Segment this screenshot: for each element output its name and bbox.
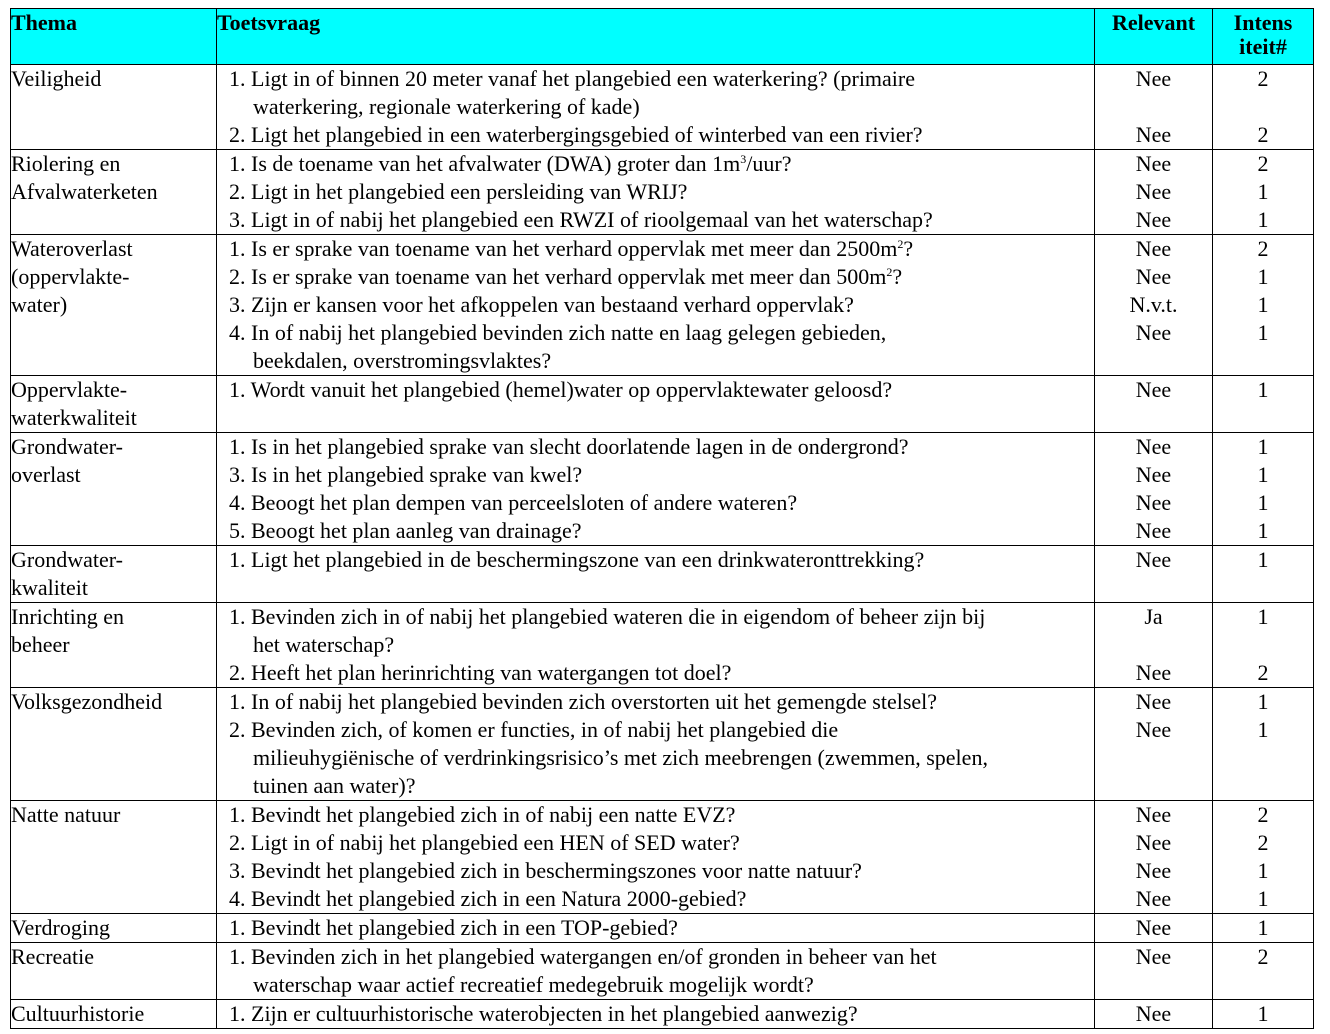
toetsvraag-cell [217, 801, 1095, 914]
relevant-value [1095, 631, 1212, 659]
thema-cell [11, 376, 217, 433]
table-row [11, 801, 1314, 914]
intensiteit-value: 2 [1257, 660, 1269, 685]
intensiteit-value: 1 [1257, 207, 1269, 232]
intensiteit-value: 1 [1257, 434, 1269, 459]
thema-text: Cultuurhistorie [11, 1001, 145, 1026]
thema-text: Recreatie [11, 944, 95, 969]
intensiteit-value: 1 [1257, 604, 1269, 629]
relevant-cell [1095, 376, 1213, 433]
intensiteit-value [1213, 404, 1313, 432]
relevant-value: Nee [1135, 462, 1172, 487]
thema-text: Verdroging [11, 915, 110, 940]
relevant-value: Nee [1135, 802, 1172, 827]
intensiteit-cell [1213, 150, 1314, 235]
relevant-value: Nee [1135, 518, 1172, 543]
header-relevant: Relevant [1095, 9, 1213, 65]
question-main: 1. Bevinden zich in of nabij het plangebied wateren die in eigendom of beheer zijn bij [229, 604, 986, 629]
relevant-value [1095, 404, 1212, 432]
question-continuation: milieuhygiënische of verdrinkingsrisico’s met zich meebrengen (zwemmen, spelen, [253, 745, 988, 770]
intensiteit-value [1213, 744, 1313, 772]
toetsvraag-cell [217, 943, 1095, 1000]
question-text [217, 65, 1094, 93]
question-continuation: beekdalen, overstromingsvlaktes? [253, 348, 552, 373]
header-row [11, 9, 1314, 65]
table-row [11, 603, 1314, 688]
question-text [217, 943, 1094, 971]
relevant-cell [1095, 801, 1213, 914]
toetsvraag-cell [217, 603, 1095, 688]
thema-text: (oppervlakte- [11, 264, 130, 289]
question-text [217, 121, 1094, 149]
table-row [11, 235, 1314, 376]
relevant-value: Nee [1135, 179, 1172, 204]
thema-text: waterkwaliteit [11, 405, 137, 430]
question-continuation [217, 574, 1094, 602]
relevant-value: N.v.t. [1129, 292, 1178, 317]
thema-text: Inrichting en [11, 604, 125, 629]
intensiteit-value: 1 [1257, 858, 1269, 883]
relevant-value: Nee [1135, 944, 1172, 969]
question-text [217, 829, 1094, 857]
relevant-cell [1095, 688, 1213, 801]
relevant-cell [1095, 546, 1213, 603]
relevant-value: Nee [1135, 434, 1172, 459]
thema-cell [11, 150, 217, 235]
question-suffix: ? [892, 264, 903, 289]
toets-table [10, 8, 1314, 1029]
intensiteit-value: 2 [1257, 802, 1269, 827]
question-text [217, 291, 1094, 319]
toetsvraag-cell [217, 914, 1095, 943]
table-row [11, 150, 1314, 235]
relevant-cell [1095, 914, 1213, 943]
intensiteit-value [1213, 772, 1313, 800]
question-main: 4. Bevindt het plangebied zich in een Natura 2000-gebied? [229, 886, 747, 911]
thema-text: Afvalwaterketen [11, 179, 158, 204]
intensiteit-value: 1 [1257, 689, 1269, 714]
thema-cell [11, 688, 217, 801]
question-main: 2. Is er sprake van toename van het verhard oppervlak met meer dan 500m [229, 264, 887, 289]
question-text [217, 376, 1094, 404]
thema-text: Grondwater- [11, 434, 123, 459]
relevant-value [1095, 574, 1212, 602]
question-main: 2. Ligt het plangebied in een waterbergingsgebied of winterbed van een rivier? [229, 122, 923, 147]
thema-text: water) [11, 292, 68, 317]
toetsvraag-cell [217, 150, 1095, 235]
question-text [217, 517, 1094, 545]
question-superscript: 3 [740, 152, 747, 166]
thema-cell [11, 914, 217, 943]
table-row [11, 688, 1314, 801]
relevant-value: Nee [1135, 236, 1172, 261]
thema-text: Wateroverlast [11, 236, 133, 261]
question-text [217, 885, 1094, 913]
question-main: 2. Ligt in het plangebied een persleiding van WRIJ? [229, 179, 688, 204]
header-intensiteit-line1: Intens [1233, 10, 1293, 35]
question-main: 3. Ligt in of nabij het plangebied een RWZI of rioolgemaal van het waterschap? [229, 207, 933, 232]
intensiteit-cell [1213, 235, 1314, 376]
question-superscript: 2 [897, 237, 904, 251]
relevant-value: Nee [1135, 66, 1172, 91]
thema-cell [11, 1000, 217, 1029]
intensiteit-value [1213, 347, 1313, 375]
relevant-value [1095, 772, 1212, 800]
relevant-value: Nee [1135, 689, 1172, 714]
thema-text: kwaliteit [11, 575, 88, 600]
intensiteit-cell [1213, 914, 1314, 943]
relevant-value: Nee [1135, 320, 1172, 345]
thema-cell [11, 433, 217, 546]
header-toetsvraag: Toetsvraag [217, 9, 1095, 65]
intensiteit-value: 1 [1257, 462, 1269, 487]
relevant-cell [1095, 65, 1213, 150]
intensiteit-value: 1 [1257, 518, 1269, 543]
intensiteit-cell [1213, 688, 1314, 801]
question-main: 2. Bevinden zich, of komen er functies, in of nabij het plangebied die [229, 717, 839, 742]
question-main: 1. In of nabij het plangebied bevinden zich overstorten uit het gemengde stelsel? [229, 689, 938, 714]
question-continuation: tuinen aan water)? [253, 773, 416, 798]
relevant-value [1095, 93, 1212, 121]
relevant-cell [1095, 603, 1213, 688]
relevant-value: Nee [1135, 547, 1172, 572]
relevant-cell [1095, 1000, 1213, 1029]
toetsvraag-cell [217, 376, 1095, 433]
question-main: 1. Ligt het plangebied in de beschermingszone van een drinkwateronttrekking? [229, 547, 925, 572]
relevant-cell [1095, 433, 1213, 546]
intensiteit-value [1213, 971, 1313, 999]
relevant-cell [1095, 235, 1213, 376]
table-row [11, 943, 1314, 1000]
question-main: 1. Bevinden zich in het plangebied watergangen en/of gronden in beheer van het [229, 944, 937, 969]
relevant-value: Nee [1135, 377, 1172, 402]
relevant-value: Nee [1135, 264, 1172, 289]
thema-cell [11, 943, 217, 1000]
question-main: 3. Is in het plangebied sprake van kwel? [229, 462, 583, 487]
question-text [217, 857, 1094, 885]
question-main: 1. Is in het plangebied sprake van slecht doorlatende lagen in de ondergrond? [229, 434, 909, 459]
thema-cell [11, 603, 217, 688]
intensiteit-value: 1 [1257, 717, 1269, 742]
question-text [217, 489, 1094, 517]
question-text [217, 206, 1094, 234]
toetsvraag-cell [217, 546, 1095, 603]
header-intensiteit [1213, 9, 1314, 65]
relevant-value: Nee [1135, 660, 1172, 685]
thema-cell [11, 235, 217, 376]
intensiteit-value: 1 [1257, 264, 1269, 289]
question-main: 1. Ligt in of binnen 20 meter vanaf het plangebied een waterkering? (primaire [229, 66, 916, 91]
intensiteit-cell [1213, 376, 1314, 433]
table-row [11, 1000, 1314, 1029]
question-text [217, 150, 1094, 178]
header-thema: Thema [11, 9, 217, 65]
question-text [217, 263, 1094, 291]
question-text [217, 603, 1094, 631]
header-intensiteit-line2: iteit# [1239, 34, 1287, 59]
question-continuation: waterkering, regionale waterkering of kade) [253, 94, 640, 119]
relevant-value: Nee [1135, 1001, 1172, 1026]
question-text [217, 461, 1094, 489]
question-main: 1. Is er sprake van toename van het verhard oppervlak met meer dan 2500m [229, 236, 898, 261]
table-body [11, 65, 1314, 1029]
intensiteit-value: 1 [1257, 547, 1269, 572]
relevant-value: Nee [1135, 122, 1172, 147]
intensiteit-value: 1 [1257, 915, 1269, 940]
thema-text: Veiligheid [11, 66, 102, 91]
question-main: 1. Bevindt het plangebied zich in of nabij een natte EVZ? [229, 802, 736, 827]
thema-cell [11, 546, 217, 603]
question-text [217, 659, 1094, 687]
relevant-cell [1095, 943, 1213, 1000]
table-row [11, 546, 1314, 603]
relevant-value: Nee [1135, 207, 1172, 232]
intensiteit-cell [1213, 546, 1314, 603]
intensiteit-value: 2 [1257, 830, 1269, 855]
intensiteit-value: 2 [1257, 944, 1269, 969]
intensiteit-value: 1 [1257, 377, 1269, 402]
thema-text: Natte natuur [11, 802, 121, 827]
question-text [217, 235, 1094, 263]
intensiteit-value: 1 [1257, 1001, 1269, 1026]
question-superscript: 2 [886, 265, 893, 279]
intensiteit-cell [1213, 801, 1314, 914]
relevant-value: Nee [1135, 151, 1172, 176]
question-suffix: ? [903, 236, 914, 261]
question-main: 4. Beoogt het plan dempen van perceelsloten of andere wateren? [229, 490, 798, 515]
intensiteit-cell [1213, 1000, 1314, 1029]
question-main: 1. Zijn er cultuurhistorische waterobjecten in het plangebied aanwezig? [229, 1001, 858, 1026]
toetsvraag-cell [217, 1000, 1095, 1029]
relevant-value: Nee [1135, 490, 1172, 515]
question-continuation: waterschap waar actief recreatief medegebruik mogelijk wordt? [253, 972, 814, 997]
question-continuation: het waterschap? [253, 632, 395, 657]
question-text [217, 178, 1094, 206]
question-text [217, 914, 1094, 942]
thema-cell [11, 801, 217, 914]
intensiteit-value: 1 [1257, 490, 1269, 515]
toetsvraag-cell [217, 688, 1095, 801]
intensiteit-value: 2 [1257, 66, 1269, 91]
intensiteit-cell [1213, 943, 1314, 1000]
question-text [217, 801, 1094, 829]
intensiteit-value [1213, 574, 1313, 602]
question-main: 4. In of nabij het plangebied bevinden zich natte en laag gelegen gebieden, [229, 320, 887, 345]
intensiteit-cell [1213, 65, 1314, 150]
question-main: 5. Beoogt het plan aanleg van drainage? [229, 518, 582, 543]
intensiteit-value [1213, 93, 1313, 121]
relevant-value: Nee [1135, 886, 1172, 911]
question-main: 2. Heeft het plan herinrichting van watergangen tot doel? [229, 660, 732, 685]
question-main: 3. Zijn er kansen voor het afkoppelen van bestaand verhard oppervlak? [229, 292, 854, 317]
question-continuation [217, 404, 1094, 432]
toetsvraag-cell [217, 235, 1095, 376]
relevant-value: Nee [1135, 830, 1172, 855]
toetsvraag-cell [217, 65, 1095, 150]
question-main: 1. Bevindt het plangebied zich in een TOP-gebied? [229, 915, 678, 940]
relevant-value [1095, 971, 1212, 999]
question-main: 1. Wordt vanuit het plangebied (hemel)water op oppervlaktewater geloosd? [229, 377, 893, 402]
intensiteit-value: 2 [1257, 151, 1269, 176]
intensiteit-value [1213, 631, 1313, 659]
question-text [217, 433, 1094, 461]
thema-text: Volksgezondheid [11, 689, 163, 714]
question-text [217, 688, 1094, 716]
toetsvraag-cell [217, 433, 1095, 546]
intensiteit-value: 2 [1257, 236, 1269, 261]
question-main: 2. Ligt in of nabij het plangebied een HEN of SED water? [229, 830, 740, 855]
relevant-cell [1095, 150, 1213, 235]
question-main: 1. Is de toename van het afvalwater (DWA) groter dan 1m [229, 151, 741, 176]
question-suffix: /uur? [746, 151, 792, 176]
question-text [217, 319, 1094, 347]
table-row [11, 65, 1314, 150]
relevant-value [1095, 347, 1212, 375]
intensiteit-value: 1 [1257, 179, 1269, 204]
relevant-value: Nee [1135, 717, 1172, 742]
thema-cell [11, 65, 217, 150]
thema-text: beheer [11, 632, 70, 657]
thema-text: Grondwater- [11, 547, 123, 572]
intensiteit-value: 1 [1257, 886, 1269, 911]
table-row [11, 914, 1314, 943]
intensiteit-cell [1213, 433, 1314, 546]
thema-text: Riolering en [11, 151, 121, 176]
intensiteit-value: 1 [1257, 320, 1269, 345]
intensiteit-value: 2 [1257, 122, 1269, 147]
intensiteit-value: 1 [1257, 292, 1269, 317]
table-row [11, 376, 1314, 433]
thema-text: overlast [11, 462, 81, 487]
relevant-value: Nee [1135, 915, 1172, 940]
thema-text: Oppervlakte- [11, 377, 128, 402]
question-main: 3. Bevindt het plangebied zich in beschermingszones voor natte natuur? [229, 858, 862, 883]
question-text [217, 546, 1094, 574]
intensiteit-cell [1213, 603, 1314, 688]
question-text [217, 716, 1094, 744]
question-text [217, 1000, 1094, 1028]
relevant-value: Ja [1144, 604, 1163, 629]
relevant-value: Nee [1135, 858, 1172, 883]
relevant-value [1095, 744, 1212, 772]
table-row [11, 433, 1314, 546]
